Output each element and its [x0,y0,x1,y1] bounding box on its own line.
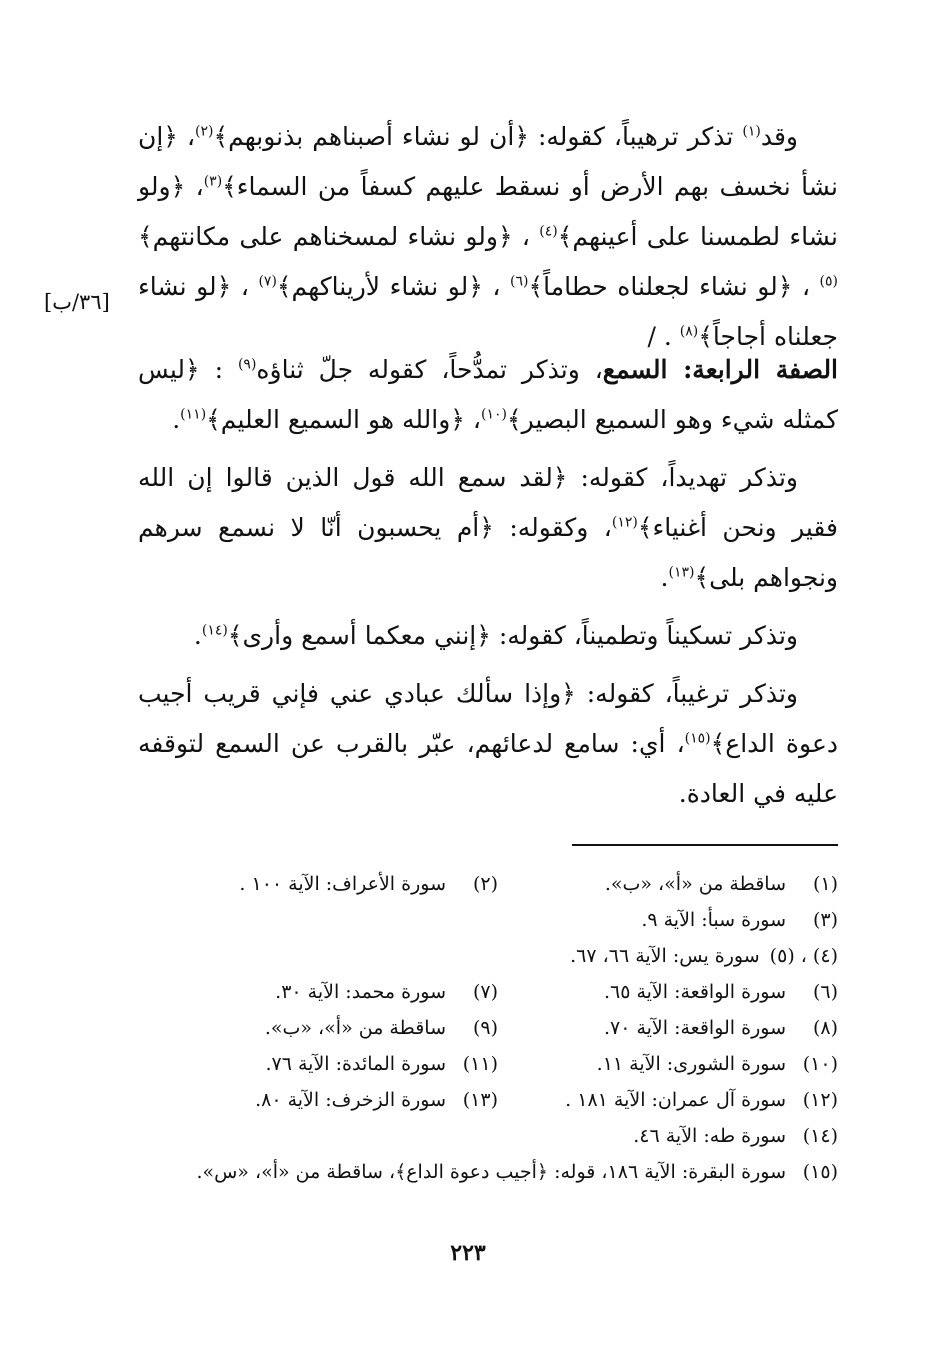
text-run: تذكر ترهيباً، كقوله: ﴿أن لو نشاء أصبناهم بذنوبهم﴾ [213,122,743,151]
footnote-entry [275,974,498,1010]
footnote-row [138,1082,838,1118]
footnote-number: (٤) ، (٥) [769,945,838,967]
footnote-entry [565,1082,838,1118]
paragraph-2 [138,345,838,445]
paragraph-3 [138,453,838,603]
footnote-number: (١١) [462,1053,498,1075]
main-text [138,112,838,362]
footnote-reference: (١٤) [201,622,228,639]
footnote-text: سورة يس: الآية ٦٦، ٦٧. [570,945,760,967]
footnote-text: سورة الزخرف: الآية ٨٠. [255,1089,446,1111]
main-text-continued [138,345,838,819]
footnote-reference: (٣) [203,173,223,190]
paragraph-4 [138,611,838,661]
text-run: . [172,405,181,434]
text-run: . [193,621,202,650]
footnote-row [138,974,838,1010]
footnote-row [138,902,838,938]
footnote-reference: (١٣) [668,564,695,581]
footnote-row [138,866,838,902]
footnote-row [138,1010,838,1046]
paragraph-1 [138,112,838,362]
footnote-reference: (٥) [819,273,838,290]
page-number: ٢٢٣ [450,1240,486,1266]
footnote-number: (٦) [812,981,838,1003]
footnote-number: (١٤) [802,1125,838,1147]
footnote-reference: (١) [742,123,761,140]
footnote-number: (١٣) [462,1089,498,1111]
footnote-entry [265,1046,498,1082]
footnote-entry [604,1010,838,1046]
footnote-entry [641,902,838,938]
footnote-text: سورة محمد: الآية ٣٠. [275,981,446,1003]
footnote-number: (١٥) [802,1161,838,1183]
footnote-entry [604,974,838,1010]
footnote-text: سورة طه: الآية ٤٦. [633,1125,786,1147]
footnote-text: ساقطة من «أ»، «ب». [264,1017,446,1039]
footnote-number: (١) [812,873,838,895]
footnote-text: سورة الشورى: الآية ١١. [596,1053,786,1075]
text-run: ، ﴿ولو نشاء لمسخناهم على مكانتهم﴾ [138,222,540,251]
footnote-text: سورة الواقعة: الآية ٧٠. [603,1017,786,1039]
text-run: . [660,563,669,592]
footnote-number: (٨) [812,1017,838,1039]
footnote-separator-rule [572,844,838,846]
footnote-reference: (٧) [258,273,277,290]
footnote-text: سورة آل عمران: الآية ١٨١ . [565,1089,786,1111]
footnote-number: (١٢) [802,1089,838,1111]
footnotes [138,866,838,1190]
footnote-reference: (٩) [237,356,257,373]
text-run: وتذكر تسكيناً وتطميناً، كقوله: ﴿إنني معكما أسمع وأرى﴾ [227,621,798,650]
footnote-reference: (١١) [180,406,207,423]
footnote-text: سورة الأعراف: الآية ١٠٠ . [239,873,446,895]
footnote-text: ساقطة من «أ»، «ب». [604,873,786,895]
text-run: ، ﴿لو نشاء جعلناه أجاجاً﴾ [138,272,838,351]
footnote-text: سورة البقرة: الآية ١٨٦، قوله: ﴿أجيب دعوة الداع﴾، ساقطة من «أ»، «س». [196,1161,786,1183]
text-run: وتذكر ترغيباً، كقوله: ﴿وإذا سألك عبادي عني فإني قريب أجيب دعوة الداع﴾ [138,679,838,758]
footnote-row [138,1118,838,1154]
footnote-number: (٢) [472,873,498,895]
footnote-entry [255,1082,498,1118]
footnote-entry [239,866,498,902]
footnote-reference: (١٠) [480,406,507,423]
text-run: ، ﴿ولو نشاء لطمسنا على أعينهم﴾ [138,172,838,251]
text-run: وقد [760,122,798,151]
footnote-row [138,938,838,974]
footnote-reference: (٢) [195,123,214,140]
footnote-reference: (١٥) [684,730,711,747]
footnote-number: (٩) [472,1017,498,1039]
footnote-entry [196,1154,838,1190]
footnote-reference: (٨) [679,323,699,340]
footnote-text: سورة الواقعة: الآية ٦٥. [603,981,786,1003]
footnote-reference: (١٢) [611,514,638,531]
text-run: . / [647,322,680,351]
footnote-row [138,1046,838,1082]
footnote-entry [633,1118,838,1154]
text-run: ، ﴿لو نشاء لأريناكهم﴾ [276,272,511,301]
section-heading: الصفة الرابعة: السمع [602,355,839,384]
text-run: ، ﴿إن نشأ نخسف بهم الأرض أو نسقط عليهم كسفاً من السماء﴾ [138,122,838,201]
manuscript-folio-marker: [٣٦/ب] [44,290,110,314]
footnote-reference: (٦) [510,273,529,290]
footnote-number: (٣) [812,909,838,931]
text-run: ، ﴿والله هو السميع العليم﴾ [206,405,481,434]
text-run: وتذكر تهديداً، كقوله: ﴿لقد سمع الله قول الذين قالوا إن الله فقير ونحن أغنياء﴾ [138,463,839,542]
text-run: : ﴿ليس كمثله شيء وهو السميع البصير﴾ [138,355,838,434]
text-run: ، ﴿لو نشاء لجعلناه حطاماً﴾ [528,272,820,301]
text-run: ، وتذكر تمدُّحاً، كقوله جلّ ثناؤه [256,355,603,384]
text-run: ، وكقوله: ﴿أم يحسبون أنّا لا نسمع سرهم ونجواهم بلى﴾ [138,513,838,592]
footnote-entry [597,1046,838,1082]
footnote-number: (١٠) [802,1053,838,1075]
footnote-text: سورة سبأ: الآية ٩. [641,909,786,931]
footnote-reference: (٤) [539,223,558,240]
footnote-text: سورة المائدة: الآية ٧٦. [265,1053,446,1075]
footnote-row [138,1154,838,1190]
footnote-entry [605,866,838,902]
text-run: ، أي: سامع لدعائهم، عبّر بالقرب عن السمع لتوقفه عليه في العادة. [138,729,838,808]
footnote-entry [265,1010,498,1046]
footnote-number: (٧) [472,981,498,1003]
paragraph-5 [138,669,838,819]
footnote-entry [570,938,838,974]
